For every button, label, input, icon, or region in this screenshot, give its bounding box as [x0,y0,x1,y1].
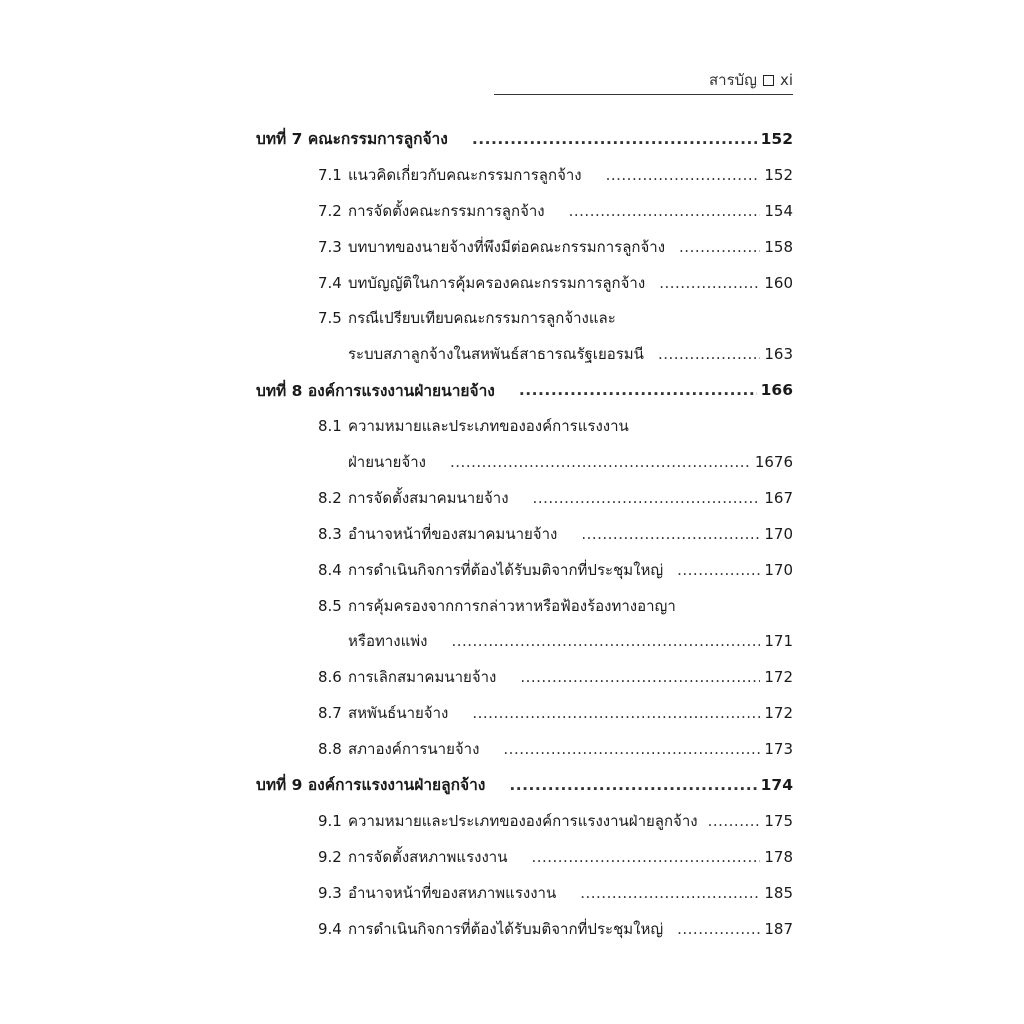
toc-section-number: 9.3 [318,883,342,902]
toc-section-number: 7.1 [318,165,342,184]
dot-leader [503,740,760,758]
toc-section-title-continued: ระบบสภาลูกจ้างในสหพันธ์สาธารณรัฐเยอรมนี [348,345,644,364]
toc-section-number: 7.5 [318,309,342,328]
toc-section-title: ความหมายและประเภทขององค์การแรงงานฝ่ายลูกจ้าง [348,811,698,830]
dot-leader [677,920,760,938]
toc-chapter-9[interactable] [256,767,793,803]
toc-section-8-4[interactable] [256,552,793,588]
toc-section-7-5-line2[interactable] [256,336,793,372]
toc-page-number: 152 [764,165,793,184]
running-header-page: xi [779,71,793,89]
toc-page-number: 166 [760,381,793,400]
toc-section-8-6[interactable] [256,659,793,695]
toc-page-number: 174 [760,775,793,794]
dot-leader [606,166,761,184]
toc-section-7-4[interactable] [256,265,793,301]
toc-chapter-8[interactable] [256,372,793,408]
toc-section-7-2[interactable] [256,193,793,229]
toc-section-number: 9.2 [318,847,342,866]
toc-section-title: ความหมายและประเภทขององค์การแรงงาน [348,417,629,436]
dot-leader [580,884,760,902]
dot-leader [450,453,751,471]
toc-section-8-3[interactable] [256,516,793,552]
toc-chapter-title: บทที่ 7 คณะกรรมการลูกจ้าง [256,130,448,149]
toc-section-number: 8.6 [318,668,342,687]
toc-page-number: 167 [764,488,793,507]
toc-page-number: 160 [764,273,793,292]
toc-section-7-3[interactable] [256,229,793,265]
toc-page-number: 154 [764,201,793,220]
toc-section-title: การดำเนินกิจการที่ต้องได้รับมติจากที่ประชุมใหญ่ [348,560,664,579]
toc-chapter-7[interactable] [256,121,793,157]
toc-page-number: 178 [764,847,793,866]
toc-section-title: บทบาทของนายจ้างที่พึงมีต่อคณะกรรมการลูกจ้าง [348,237,666,256]
toc-section-title: การเลิกสมาคมนายจ้าง [348,668,497,687]
dot-leader [569,202,761,220]
dot-leader [451,632,760,650]
toc-section-title: การจัดตั้งสหภาพแรงงาน [348,847,508,866]
toc-section-title: การจัดตั้งคณะกรรมการลูกจ้าง [348,201,545,220]
toc-section-8-7[interactable] [256,695,793,731]
toc-section-number: 9.4 [318,919,342,938]
toc-section-number: 8.7 [318,704,342,723]
toc-section-9-4[interactable] [256,911,793,947]
dot-leader [659,274,760,292]
toc-page-number: 175 [764,811,793,830]
toc-section-8-2[interactable] [256,480,793,516]
toc-section-7-1[interactable] [256,157,793,193]
toc-page-number: 1676 [754,452,793,471]
toc-section-title: สภาองค์การนายจ้าง [348,740,480,759]
toc-chapter-title: บทที่ 9 องค์การแรงงานฝ่ายลูกจ้าง [256,776,486,795]
toc-section-number: 7.2 [318,201,342,220]
toc-page-number: 170 [764,560,793,579]
dot-leader [472,130,757,148]
toc-section-number: 8.3 [318,524,342,543]
toc-section-number: 8.2 [318,488,342,507]
toc-section-8-5-line2[interactable] [256,623,793,659]
toc-section-title: อำนาจหน้าที่ของสมาคมนายจ้าง [348,524,558,543]
dot-leader [581,525,760,543]
toc-section-8-1-line2[interactable] [256,444,793,480]
toc-page-number: 187 [764,919,793,938]
table-of-contents [256,121,793,946]
toc-section-8-8[interactable] [256,731,793,767]
dot-leader [519,381,757,399]
toc-section-9-2[interactable] [256,839,793,875]
toc-section-number: 7.4 [318,273,342,292]
dot-leader [520,668,760,686]
dot-leader [679,238,760,256]
dot-leader [509,776,756,794]
checkbox-icon [763,75,774,86]
toc-section-title: การคุ้มครองจากการกล่าวหาหรือฟ้องร้องทางอาญา [348,596,676,615]
running-header-title: สารบัญ [709,71,757,89]
dot-leader [531,848,760,866]
toc-page-number: 158 [764,237,793,256]
toc-section-title-continued: ฝ่ายนายจ้าง [348,452,427,471]
toc-section-9-3[interactable] [256,875,793,911]
running-header [494,66,793,95]
toc-page-number: 163 [764,345,793,364]
toc-section-number: 7.3 [318,237,342,256]
toc-section-title: แนวคิดเกี่ยวกับคณะกรรมการลูกจ้าง [348,165,582,184]
toc-section-number: 9.1 [318,811,342,830]
toc-page-number: 171 [764,632,793,651]
toc-section-title: อำนาจหน้าที่ของสหภาพแรงงาน [348,883,557,902]
toc-section-number: 8.4 [318,560,342,579]
toc-section-number: 8.8 [318,740,342,759]
toc-section-number: 8.1 [318,417,342,436]
toc-page-number: 173 [764,740,793,759]
toc-section-title: กรณีเปรียบเทียบคณะกรรมการลูกจ้างและ [348,309,616,328]
toc-section-8-5-line1[interactable] [256,588,793,624]
dot-leader [472,704,760,722]
dot-leader [677,561,760,579]
dot-leader [533,489,761,507]
toc-section-title: บทบัญญัติในการคุ้มครองคณะกรรมการลูกจ้าง [348,273,646,292]
toc-page-number: 152 [760,129,793,148]
toc-page-number: 172 [764,668,793,687]
toc-section-8-1-line1[interactable] [256,408,793,444]
toc-page-number: 170 [764,524,793,543]
toc-section-title: การดำเนินกิจการที่ต้องได้รับมติจากที่ประชุมใหญ่ [348,919,664,938]
toc-section-9-1[interactable] [256,803,793,839]
dot-leader [708,812,761,830]
toc-page-number: 172 [764,704,793,723]
toc-section-number: 8.5 [318,596,342,615]
toc-section-title: สหพันธ์นายจ้าง [348,704,449,723]
toc-chapter-title: บทที่ 8 องค์การแรงงานฝ่ายนายจ้าง [256,381,495,400]
toc-section-title: การจัดตั้งสมาคมนายจ้าง [348,488,509,507]
dot-leader [658,345,760,363]
toc-page-number: 185 [764,883,793,902]
toc-section-title-continued: หรือทางแพ่ง [348,632,428,651]
toc-section-7-5-line1[interactable] [256,300,793,336]
